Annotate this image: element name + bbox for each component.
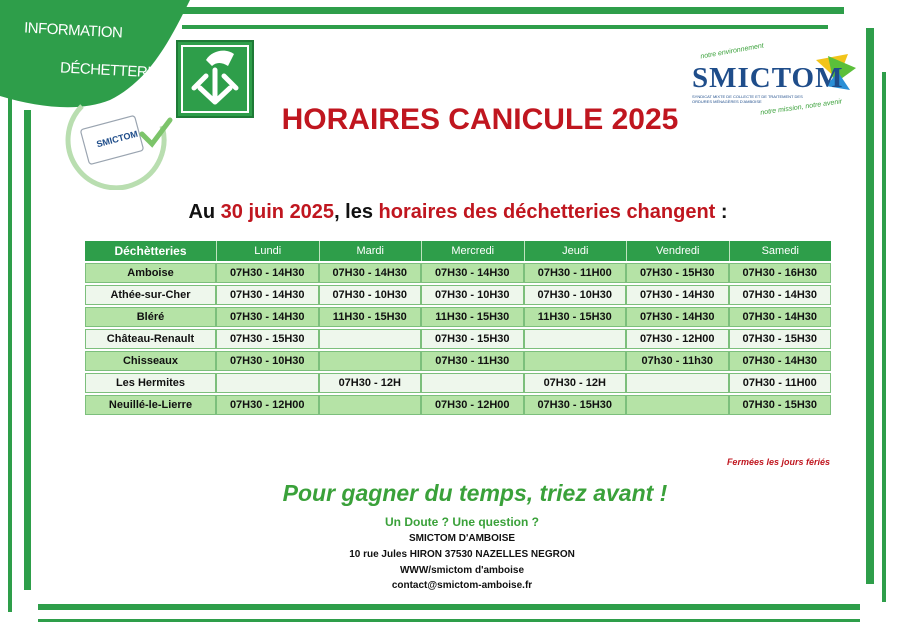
table-row xyxy=(85,263,831,283)
hours-cell: 07H30 - 10H30 xyxy=(216,351,319,371)
site-name-cell: Neuillé-le-Lierre xyxy=(85,395,216,415)
hours-cell: 07H30 - 15H30 xyxy=(524,395,627,415)
frame-line-top xyxy=(182,7,844,14)
hours-cell xyxy=(319,329,422,349)
table-row xyxy=(85,307,831,327)
announcement-text: : xyxy=(715,201,728,223)
site-name-cell: Athée-sur-Cher xyxy=(85,285,216,305)
hours-cell: 11H30 - 15H30 xyxy=(319,307,422,327)
hours-cell xyxy=(216,373,319,393)
hours-cell: 07H30 - 11H00 xyxy=(729,373,832,393)
hours-cell: 07h30 - 11h30 xyxy=(626,351,729,371)
table-row xyxy=(85,329,831,349)
table-row xyxy=(85,351,831,371)
hours-cell: 07H30 - 11H30 xyxy=(421,351,524,371)
site-name-cell: Château-Renault xyxy=(85,329,216,349)
frame-line-top-inner xyxy=(182,25,828,29)
header-cell: Samedi xyxy=(729,241,832,261)
hours-cell xyxy=(524,351,627,371)
table-header-row xyxy=(85,241,831,261)
hours-cell: 07H30 - 15H30 xyxy=(626,263,729,283)
hours-cell: 11H30 - 15H30 xyxy=(524,307,627,327)
banner-line-dechetterie: DÉCHETTERIE xyxy=(59,59,161,82)
hours-cell xyxy=(524,329,627,349)
hours-cell: 07H30 - 15H30 xyxy=(216,329,319,349)
hours-cell: 07H30 - 14H30 xyxy=(729,285,832,305)
announcement-highlight: horaires des déchetteries changent xyxy=(378,201,716,223)
hours-cell xyxy=(319,351,422,371)
hours-cell: 07H30 - 14H30 xyxy=(216,307,319,327)
hours-cell: 07H30 - 15H30 xyxy=(729,329,832,349)
hours-cell: 07H30 - 12H xyxy=(524,373,627,393)
hours-cell: 07H30 - 14H30 xyxy=(216,285,319,305)
hours-cell: 07H30 - 15H30 xyxy=(729,395,832,415)
hours-cell: 07H30 - 10H30 xyxy=(319,285,422,305)
page-title: HORAIRES CANICULE 2025 xyxy=(281,103,679,136)
hours-cell: 07H30 - 12H00 xyxy=(421,395,524,415)
announcement-text: Au xyxy=(188,201,221,223)
hours-cell: 07H30 - 12H00 xyxy=(216,395,319,415)
table-row xyxy=(85,373,831,393)
site-name-cell: Amboise xyxy=(85,263,216,283)
site-name-cell: Bléré xyxy=(85,307,216,327)
site-name-cell: Chisseaux xyxy=(85,351,216,371)
hours-cell: 07H30 - 14H30 xyxy=(216,263,319,283)
logo-tagline-bottom: notre mission, notre avenir xyxy=(759,98,843,117)
hours-cell: 07H30 - 14H30 xyxy=(421,263,524,283)
announcement xyxy=(0,201,900,224)
header-cell: Mardi xyxy=(319,241,422,261)
hours-cell: 07H30 - 12H00 xyxy=(626,329,729,349)
announcement-date: 30 juin 2025 xyxy=(220,201,335,223)
site-name-cell: Les Hermites xyxy=(85,373,216,393)
contact-email[interactable]: contact@smictom-amboise.fr xyxy=(391,580,533,591)
question-line: Un Doute ? Une question ? xyxy=(385,515,539,529)
hours-cell: 07H30 - 14H30 xyxy=(319,263,422,283)
hours-cell xyxy=(421,373,524,393)
announcement-text: , les xyxy=(334,201,379,223)
logo-subtitle: SYNDICAT MIXTE DE COLLECTE ET DE TRAITEMENT DES ORDURES MÉNAGÈRES D'AMBOISE xyxy=(692,94,803,104)
banner-line-information: INFORMATION xyxy=(23,19,123,42)
card-label: SMICTOM xyxy=(95,128,139,150)
contact-name: SMICTOM D'AMBOISE xyxy=(408,533,516,544)
closed-holidays-note: Fermées les jours fériés xyxy=(726,457,830,467)
hours-cell: 11H30 - 15H30 xyxy=(421,307,524,327)
hours-cell: 07H30 - 12H xyxy=(319,373,422,393)
hours-cell: 07H30 - 14H30 xyxy=(729,307,832,327)
hours-cell: 07H30 - 10H30 xyxy=(524,285,627,305)
logo-name: SMICTOM xyxy=(692,62,844,94)
hours-cell: 07H30 - 15H30 xyxy=(421,329,524,349)
hours-cell: 07H30 - 14H30 xyxy=(729,351,832,371)
contact-address: 10 rue Jules HIRON 37530 NAZELLES NEGRON xyxy=(349,549,575,560)
header-cell: Déchètteries xyxy=(85,241,216,261)
frame-line-bottom xyxy=(38,604,860,610)
frame-line-bottom-inner xyxy=(38,619,860,622)
header-cell: Vendredi xyxy=(626,241,729,261)
contact-website[interactable]: WWW/smictom d'amboise xyxy=(399,565,525,576)
hours-cell: 07H30 - 14H30 xyxy=(626,285,729,305)
schedule-table xyxy=(85,239,831,417)
slogan: Pour gagner du temps, triez avant ! xyxy=(282,480,668,506)
hours-cell: 07H30 - 10H30 xyxy=(421,285,524,305)
hours-cell: 07H30 - 14H30 xyxy=(626,307,729,327)
header-cell: Jeudi xyxy=(524,241,627,261)
hours-cell xyxy=(626,395,729,415)
header-cell: Lundi xyxy=(216,241,319,261)
logo-tagline-top: notre environnement xyxy=(699,42,765,61)
hours-cell: 07H30 - 16H30 xyxy=(729,263,832,283)
table-row xyxy=(85,395,831,415)
hours-cell xyxy=(319,395,422,415)
hours-cell: 07H30 - 11H00 xyxy=(524,263,627,283)
table-row xyxy=(85,285,831,305)
header-cell: Mercredi xyxy=(421,241,524,261)
hours-cell xyxy=(626,373,729,393)
